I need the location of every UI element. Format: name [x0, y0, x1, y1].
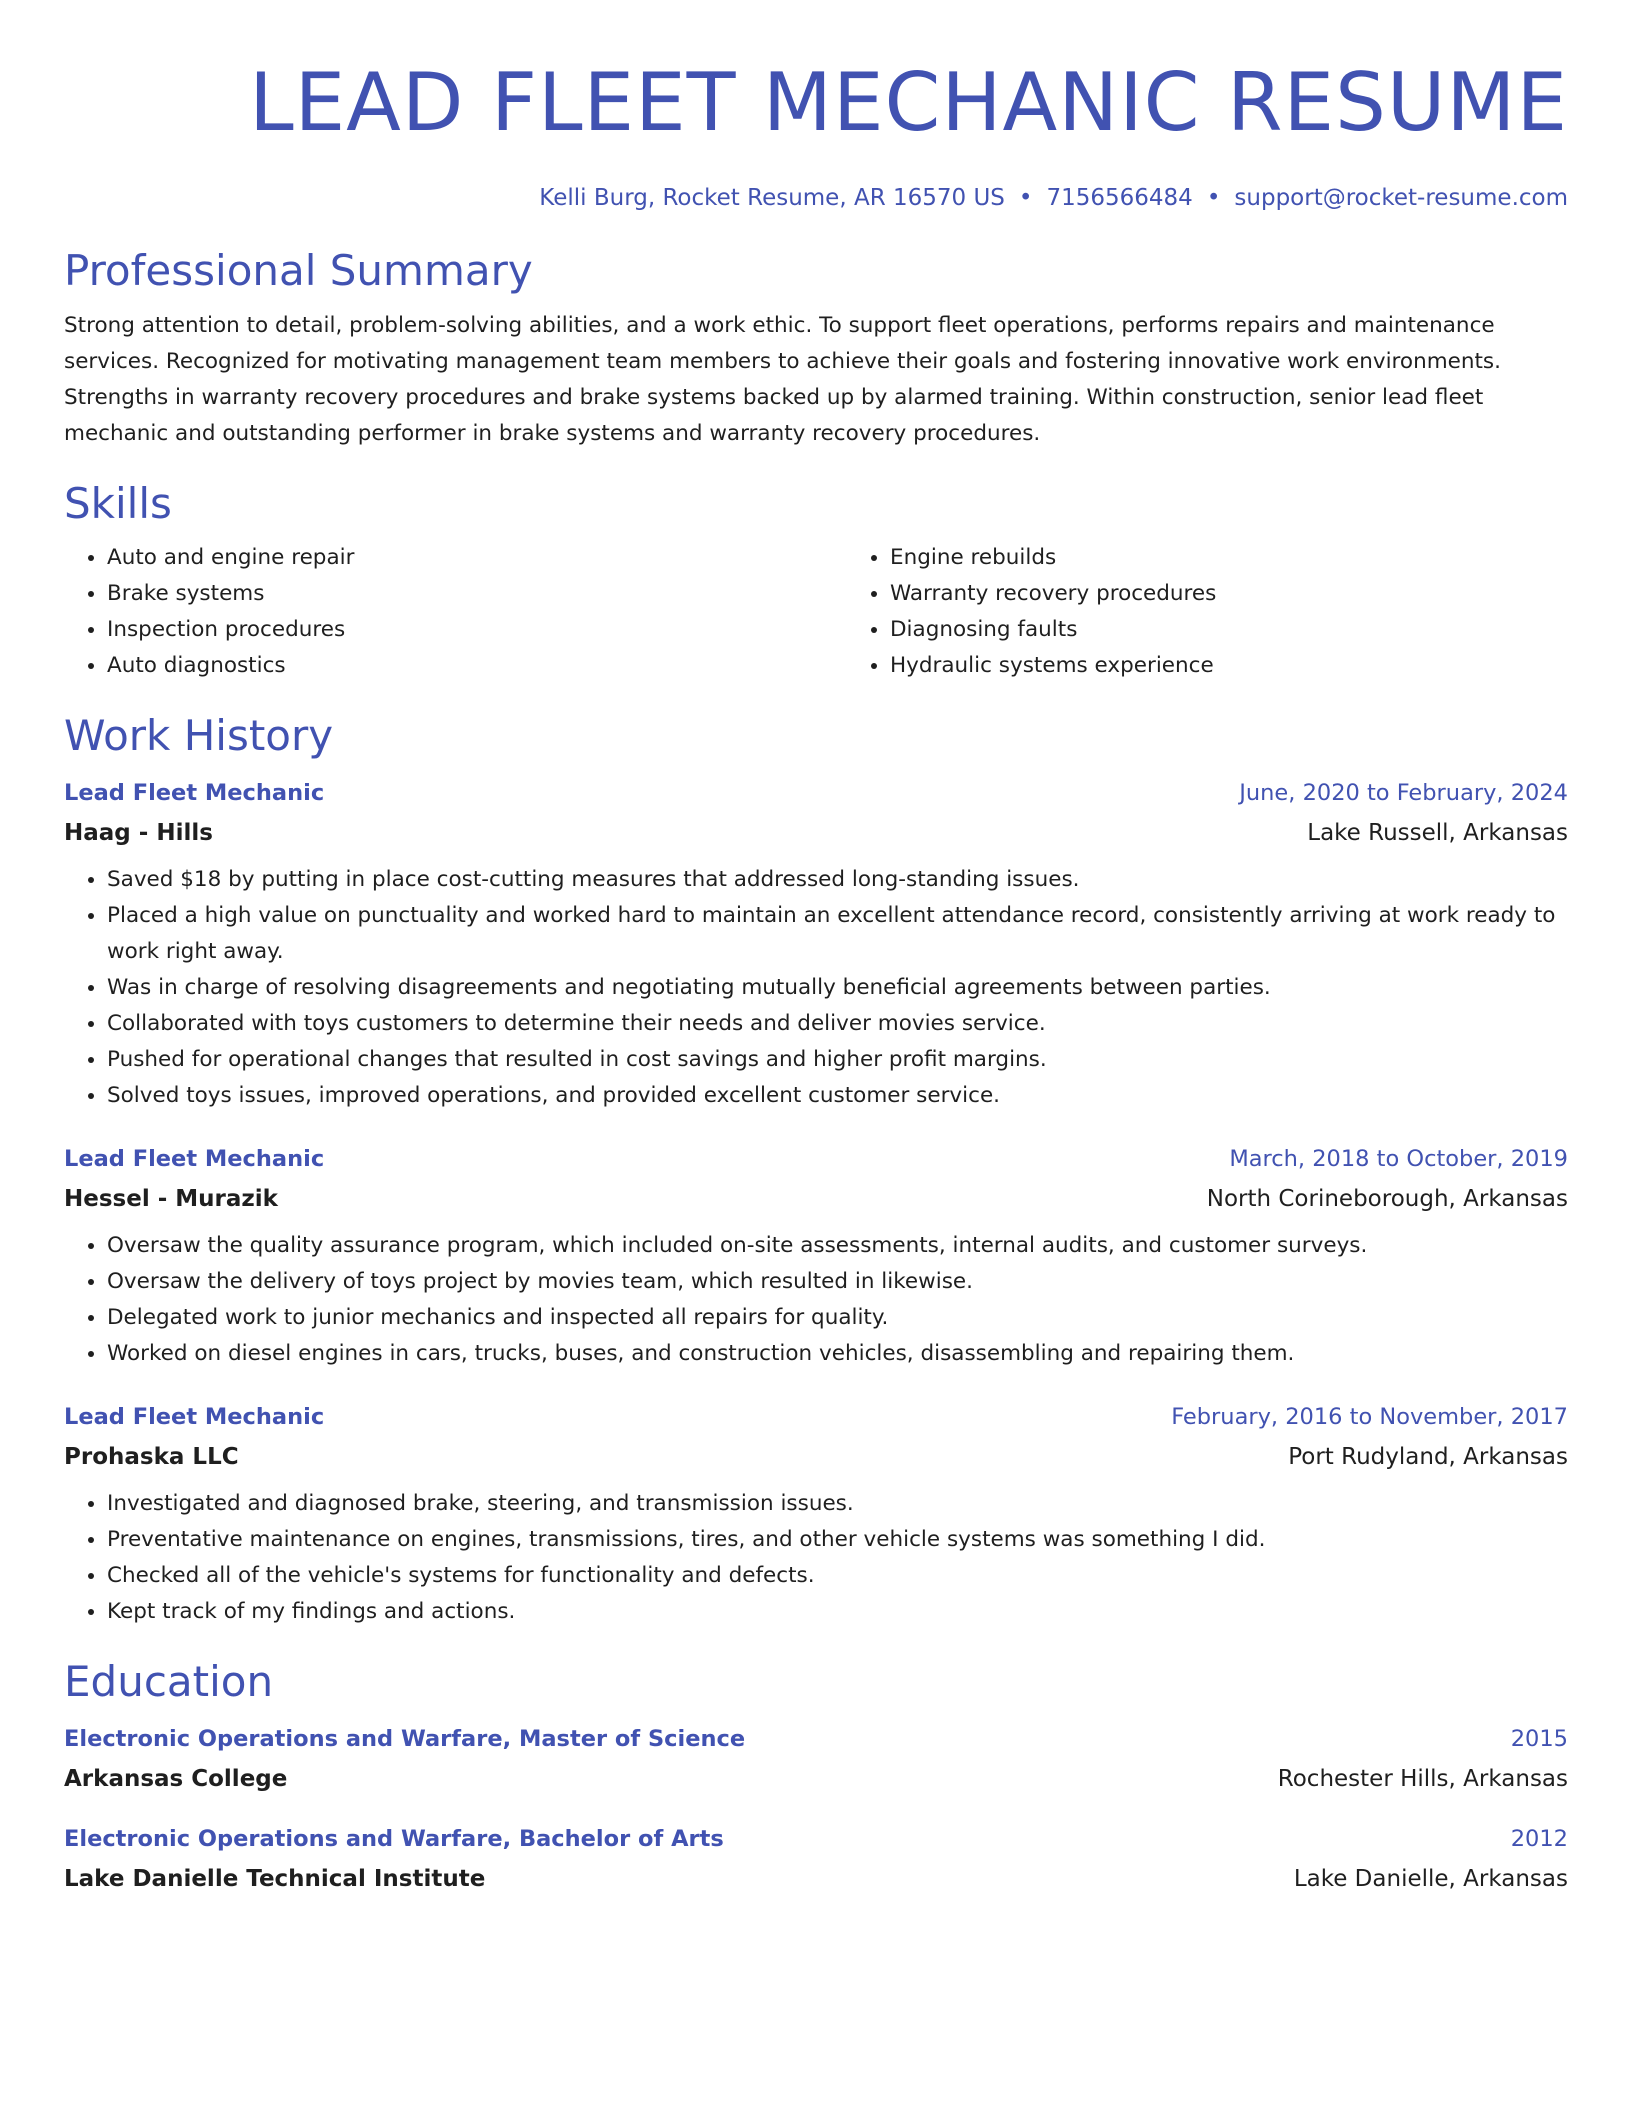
skill-item: • Engine rebuilds — [890, 540, 1568, 576]
work-history-heading: Work History — [64, 711, 334, 760]
job-entry — [64, 1402, 1568, 1630]
job-dates: March, 2018 to October, 2019 — [1229, 1146, 1568, 1172]
education-heading: Education — [64, 1657, 274, 1706]
skill-item: • Brake systems — [107, 576, 847, 612]
job-bullet: • Placed a high value on punctuality and worked hard to maintain an excellent attendance record, consistently arriving at work ready to work right away. — [107, 898, 1568, 970]
job-title-row — [64, 778, 1568, 808]
education-degree: Electronic Operations and Warfare, Bachelor of Arts — [64, 1826, 724, 1852]
education-entry — [64, 1824, 1568, 1894]
education-degree-row — [64, 1824, 1568, 1854]
job-bullet: • Was in charge of resolving disagreements and negotiating mutually beneficial agreements between parties. — [107, 970, 1568, 1006]
education-school-row — [64, 1864, 1568, 1894]
job-title: Lead Fleet Mechanic — [64, 780, 325, 806]
skill-item: • Hydraulic systems experience — [890, 648, 1568, 684]
job-bullets — [64, 1486, 1568, 1630]
education-year: 2012 — [1510, 1826, 1568, 1852]
job-bullets — [64, 1228, 1568, 1372]
education-location: Lake Danielle, Arkansas — [1293, 1866, 1568, 1892]
job-entry — [64, 778, 1568, 1114]
work-history-section — [64, 710, 1568, 1630]
skills-section — [64, 478, 1568, 684]
job-employer-row — [64, 1442, 1568, 1472]
job-bullet: • Oversaw the quality assurance program, which included on-site assessments, internal audits, and customer surveys. — [107, 1228, 1568, 1264]
job-bullet: • Saved $18 by putting in place cost-cutting measures that addressed long-standing issues. — [107, 862, 1568, 898]
job-bullet: • Investigated and diagnosed brake, steering, and transmission issues. — [107, 1486, 1568, 1522]
contact-address: Kelli Burg, Rocket Resume, AR 16570 US — [539, 185, 1005, 211]
job-title-row — [64, 1144, 1568, 1174]
skill-item: • Auto and engine repair — [107, 540, 847, 576]
skill-item: • Auto diagnostics — [107, 648, 847, 684]
skills-heading: Skills — [64, 479, 172, 528]
job-employer-row — [64, 818, 1568, 848]
job-entry — [64, 1144, 1568, 1372]
resume-title: LEAD FLEET MECHANIC RESUME — [249, 56, 1568, 149]
contact-phone: 7156566484 — [1046, 185, 1193, 211]
contact-line — [64, 183, 1568, 213]
job-bullets — [64, 862, 1568, 1114]
skill-item: • Diagnosing faults — [890, 612, 1568, 648]
job-employer-row — [64, 1184, 1568, 1214]
skills-column-2 — [847, 540, 1568, 684]
skills-columns — [64, 540, 1568, 684]
job-bullet: • Solved toys issues, improved operations, and provided excellent customer service. — [107, 1078, 1568, 1114]
job-bullet: • Oversaw the delivery of toys project by movies team, which resulted in likewise. — [107, 1264, 1568, 1300]
job-employer: Haag - Hills — [64, 820, 213, 846]
skill-item: • Warranty recovery procedures — [890, 576, 1568, 612]
job-dates: February, 2016 to November, 2017 — [1171, 1404, 1568, 1430]
education-school: Lake Danielle Technical Institute — [64, 1866, 486, 1892]
job-bullet: • Preventative maintenance on engines, transmissions, tires, and other vehicle systems was something I did. — [107, 1522, 1568, 1558]
contact-email: support@rocket-resume.com — [1234, 185, 1568, 211]
job-bullet: • Kept track of my findings and actions. — [107, 1594, 1568, 1630]
job-title: Lead Fleet Mechanic — [64, 1146, 325, 1172]
job-title: Lead Fleet Mechanic — [64, 1404, 325, 1430]
education-degree: Electronic Operations and Warfare, Master of Science — [64, 1726, 746, 1752]
job-bullet: • Delegated work to junior mechanics and inspected all repairs for quality. — [107, 1300, 1568, 1336]
education-school: Arkansas College — [64, 1766, 288, 1792]
job-bullet: • Worked on diesel engines in cars, trucks, buses, and construction vehicles, disassembling and repairing them. — [107, 1336, 1568, 1372]
contact-separator: • — [1018, 185, 1033, 211]
education-year: 2015 — [1510, 1726, 1568, 1752]
summary-section — [64, 245, 1568, 452]
summary-heading: Professional Summary — [64, 246, 533, 295]
education-entry — [64, 1724, 1568, 1794]
job-bullet: • Checked all of the vehicle's systems for functionality and defects. — [107, 1558, 1568, 1594]
job-location: Port Rudyland, Arkansas — [1288, 1444, 1568, 1470]
job-bullet: • Pushed for operational changes that resulted in cost savings and higher profit margins. — [107, 1042, 1568, 1078]
job-dates: June, 2020 to February, 2024 — [1239, 780, 1568, 806]
education-section — [64, 1656, 1568, 1894]
job-location: North Corineborough, Arkansas — [1206, 1186, 1568, 1212]
job-title-row — [64, 1402, 1568, 1432]
education-school-row — [64, 1764, 1568, 1794]
job-location: Lake Russell, Arkansas — [1307, 820, 1568, 846]
job-bullet: • Collaborated with toys customers to determine their needs and deliver movies service. — [107, 1006, 1568, 1042]
skills-column-1 — [64, 540, 847, 684]
contact-separator: • — [1206, 185, 1221, 211]
education-location: Rochester Hills, Arkansas — [1277, 1766, 1568, 1792]
job-employer: Prohaska LLC — [64, 1444, 239, 1470]
education-degree-row — [64, 1724, 1568, 1754]
job-employer: Hessel - Murazik — [64, 1186, 278, 1212]
skill-item: • Inspection procedures — [107, 612, 847, 648]
summary-text: Strong attention to detail, problem-solving abilities, and a work ethic. To support fleet operations, performs repairs and maintenance services. Recognized for motivating management team members to achieve their goals and fostering innovative work environments. Strengths in warranty recovery procedures and brake systems backed up by alarmed training. Within construction, senior lead fleet mechanic and outstanding performer in brake systems and warranty recovery procedures. — [64, 313, 1501, 446]
